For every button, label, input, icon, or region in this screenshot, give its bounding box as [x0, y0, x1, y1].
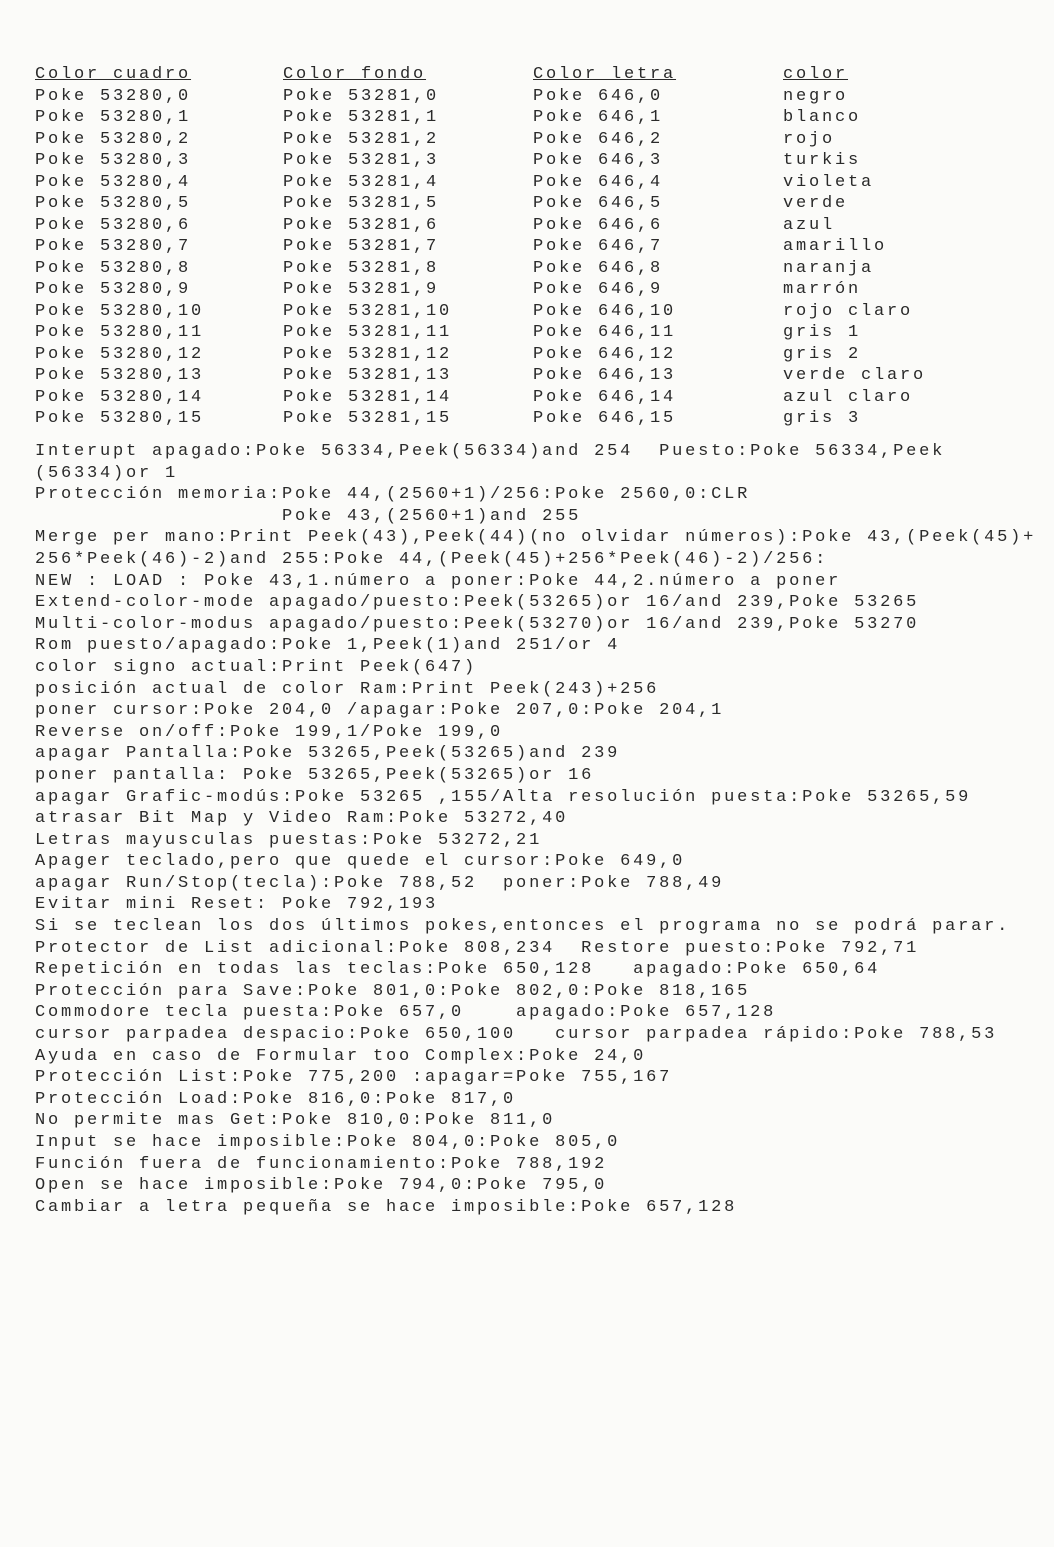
- note-line: Protección para Save:Poke 801,0:Poke 802,0:Poke 818,165: [35, 981, 751, 1001]
- note-line: Poke 43,(2560+1)and 255: [35, 506, 582, 526]
- table-cell: Poke 53281,1: [283, 108, 440, 127]
- note-line: (56334)or 1: [35, 463, 179, 483]
- table-cell: Poke 646,0: [533, 86, 664, 106]
- table-cell: Poke 53281,9: [283, 280, 440, 299]
- table-cell: negro: [783, 86, 849, 106]
- note-line: color signo actual:Print Peek(647): [35, 657, 478, 677]
- note-line: Repetición en todas las teclas:Poke 650,128 apagado:Poke 650,64: [35, 960, 881, 980]
- table-cell: Poke 646,7: [533, 237, 664, 256]
- table-cell: verde claro: [783, 366, 927, 385]
- table-cell: azul claro: [783, 387, 914, 407]
- table-cell: Poke 53280,9: [35, 280, 192, 299]
- table-cell: Poke 646,9: [533, 280, 664, 299]
- note-line: Ayuda en caso de Formular too Complex:Poke 24,0: [35, 1046, 647, 1066]
- table-cell: Poke 53281,15: [283, 409, 453, 428]
- table-cell: Poke 646,5: [533, 194, 664, 213]
- table-cell: Poke 646,13: [533, 366, 677, 385]
- table-cell: Poke 53280,12: [35, 344, 205, 364]
- table-cell: marrón: [783, 280, 862, 299]
- column-header: Color letra: [533, 65, 677, 84]
- table-cell: Poke 646,14: [533, 387, 677, 407]
- table-cell: Poke 53281,10: [283, 301, 453, 321]
- table-cell: Poke 53280,5: [35, 194, 192, 213]
- table-cell: Poke 53280,2: [35, 129, 192, 149]
- column-header: color: [783, 65, 849, 84]
- note-line: poner pantalla: Poke 53265,Peek(53265)or 16: [35, 765, 595, 785]
- note-line: apagar Grafic-modús:Poke 53265 ,155/Alta resolución puesta:Poke 53265,59: [35, 787, 972, 807]
- note-line: 256*Peek(46)-2)and 255:Poke 44,(Peek(45)+256*Peek(46)-2)/256:: [35, 549, 829, 569]
- table-cell: Poke 53281,13: [283, 366, 453, 385]
- table-cell: Poke 53281,5: [283, 194, 440, 213]
- poke-notes: [35, 441, 1036, 1218]
- table-cell: Poke 646,3: [533, 151, 664, 170]
- table-cell: Poke 646,10: [533, 301, 677, 321]
- note-line: Letras mayusculas puestas:Poke 53272,21: [35, 830, 543, 850]
- table-cell: Poke 53280,6: [35, 215, 192, 235]
- note-line: Protección Load:Poke 816,0:Poke 817,0: [35, 1089, 517, 1109]
- note-line: poner cursor:Poke 204,0 /apagar:Poke 207,0:Poke 204,1: [35, 701, 725, 721]
- table-cell: Poke 53280,13: [35, 366, 205, 385]
- note-line: cursor parpadea despacio:Poke 650,100 cursor parpadea rápido:Poke 788,53: [35, 1025, 998, 1045]
- table-cell: gris 3: [783, 409, 862, 428]
- table-cell: Poke 53281,7: [283, 237, 440, 256]
- table-cell: Poke 53280,8: [35, 258, 192, 278]
- column-header: Color fondo: [283, 65, 427, 84]
- note-line: Protector de List adicional:Poke 808,234 Restore puesto:Poke 792,71: [35, 938, 920, 958]
- table-cell: Poke 53281,8: [283, 258, 440, 278]
- note-line: Si se teclean los dos últimos pokes,entonces el programa no se podrá parar.: [35, 917, 1011, 937]
- table-cell: Poke 53281,4: [283, 172, 440, 192]
- table-cell: Poke 53281,3: [283, 151, 440, 170]
- table-cell: gris 1: [783, 323, 862, 342]
- table-cell: Poke 646,12: [533, 344, 677, 364]
- note-line: posición actual de color Ram:Print Peek(243)+256: [35, 679, 660, 699]
- note-line: Protección List:Poke 775,200 :apagar=Poke 755,167: [35, 1068, 673, 1088]
- note-line: Función fuera de funcionamiento:Poke 788,192: [35, 1154, 608, 1174]
- table-cell: Poke 646,15: [533, 409, 677, 428]
- note-line: Rom puesto/apagado:Poke 1,Peek(1)and 251/or 4: [35, 636, 621, 656]
- table-cell: Poke 53280,10: [35, 301, 205, 321]
- table-cell: rojo claro: [783, 301, 914, 321]
- note-line: Input se hace imposible:Poke 804,0:Poke 805,0: [35, 1133, 621, 1152]
- note-line: Reverse on/off:Poke 199,1/Poke 199,0: [35, 722, 504, 742]
- table-cell: Poke 646,8: [533, 258, 664, 278]
- column-header: Color cuadro: [35, 65, 192, 84]
- note-line: apagar Pantalla:Poke 53265,Peek(53265)and 239: [35, 744, 621, 764]
- column-color-cuadro: [35, 64, 204, 430]
- table-cell: Poke 53280,4: [35, 172, 192, 192]
- table-cell: Poke 53281,12: [283, 344, 453, 364]
- note-line: Merge per mano:Print Peek(43),Peek(44)(no olvidar números):Poke 43,(Peek(45)+: [35, 528, 1037, 548]
- table-cell: Poke 53280,11: [35, 323, 205, 342]
- note-line: apagar Run/Stop(tecla):Poke 788,52 poner:Poke 788,49: [35, 873, 725, 893]
- table-cell: azul: [783, 215, 836, 235]
- column-color-fondo: [283, 64, 452, 430]
- table-cell: Poke 53280,7: [35, 237, 192, 256]
- table-cell: Poke 53280,0: [35, 86, 192, 106]
- table-cell: Poke 53280,15: [35, 409, 205, 428]
- table-cell: Poke 53280,1: [35, 108, 192, 127]
- note-line: Interupt apagado:Poke 56334,Peek(56334)and 254 Puesto:Poke 56334,Peek: [35, 442, 946, 461]
- table-cell: Poke 53280,14: [35, 387, 205, 407]
- note-line: Extend-color-mode apagado/puesto:Peek(53265)or 16/and 239,Poke 53265: [35, 593, 920, 613]
- note-line: Open se hace imposible:Poke 794,0:Poke 795,0: [35, 1176, 608, 1196]
- table-cell: naranja: [783, 258, 875, 278]
- table-cell: gris 2: [783, 344, 862, 364]
- note-line: NEW : LOAD : Poke 43,1.número a poner:Poke 44,2.número a poner: [35, 571, 842, 591]
- table-cell: Poke 53281,0: [283, 86, 440, 106]
- table-cell: Poke 646,2: [533, 129, 664, 149]
- note-line: Evitar mini Reset: Poke 792,193: [35, 895, 439, 915]
- note-line: Multi-color-modus apagado/puesto:Peek(53270)or 16/and 239,Poke 53270: [35, 614, 920, 634]
- table-cell: Poke 53281,14: [283, 387, 453, 407]
- table-cell: Poke 53281,6: [283, 215, 440, 235]
- note-line: Cambiar a letra pequeña se hace imposible:Poke 657,128: [35, 1197, 738, 1217]
- table-cell: turkis: [783, 151, 862, 170]
- table-cell: violeta: [783, 172, 875, 192]
- note-line: No permite mas Get:Poke 810,0:Poke 811,0: [35, 1111, 556, 1131]
- table-cell: Poke 646,6: [533, 215, 664, 235]
- table-cell: verde: [783, 194, 849, 213]
- note-line: Apager teclado,pero que quede el cursor:Poke 649,0: [35, 852, 686, 872]
- table-cell: amarillo: [783, 237, 888, 256]
- note-line: Protección memoria:Poke 44,(2560+1)/256:Poke 2560,0:CLR: [35, 485, 751, 505]
- table-cell: rojo: [783, 129, 836, 149]
- table-cell: Poke 53280,3: [35, 151, 192, 170]
- table-cell: Poke 646,11: [533, 323, 677, 342]
- table-cell: Poke 53281,2: [283, 129, 440, 149]
- table-cell: Poke 646,1: [533, 108, 664, 127]
- table-cell: Poke 646,4: [533, 172, 664, 192]
- column-color: [783, 64, 926, 430]
- table-cell: blanco: [783, 108, 862, 127]
- table-cell: Poke 53281,11: [283, 323, 453, 342]
- note-line: Commodore tecla puesta:Poke 657,0 apagado:Poke 657,128: [35, 1003, 777, 1023]
- note-line: atrasar Bit Map y Video Ram:Poke 53272,40: [35, 809, 569, 829]
- column-color-letra: [533, 64, 676, 430]
